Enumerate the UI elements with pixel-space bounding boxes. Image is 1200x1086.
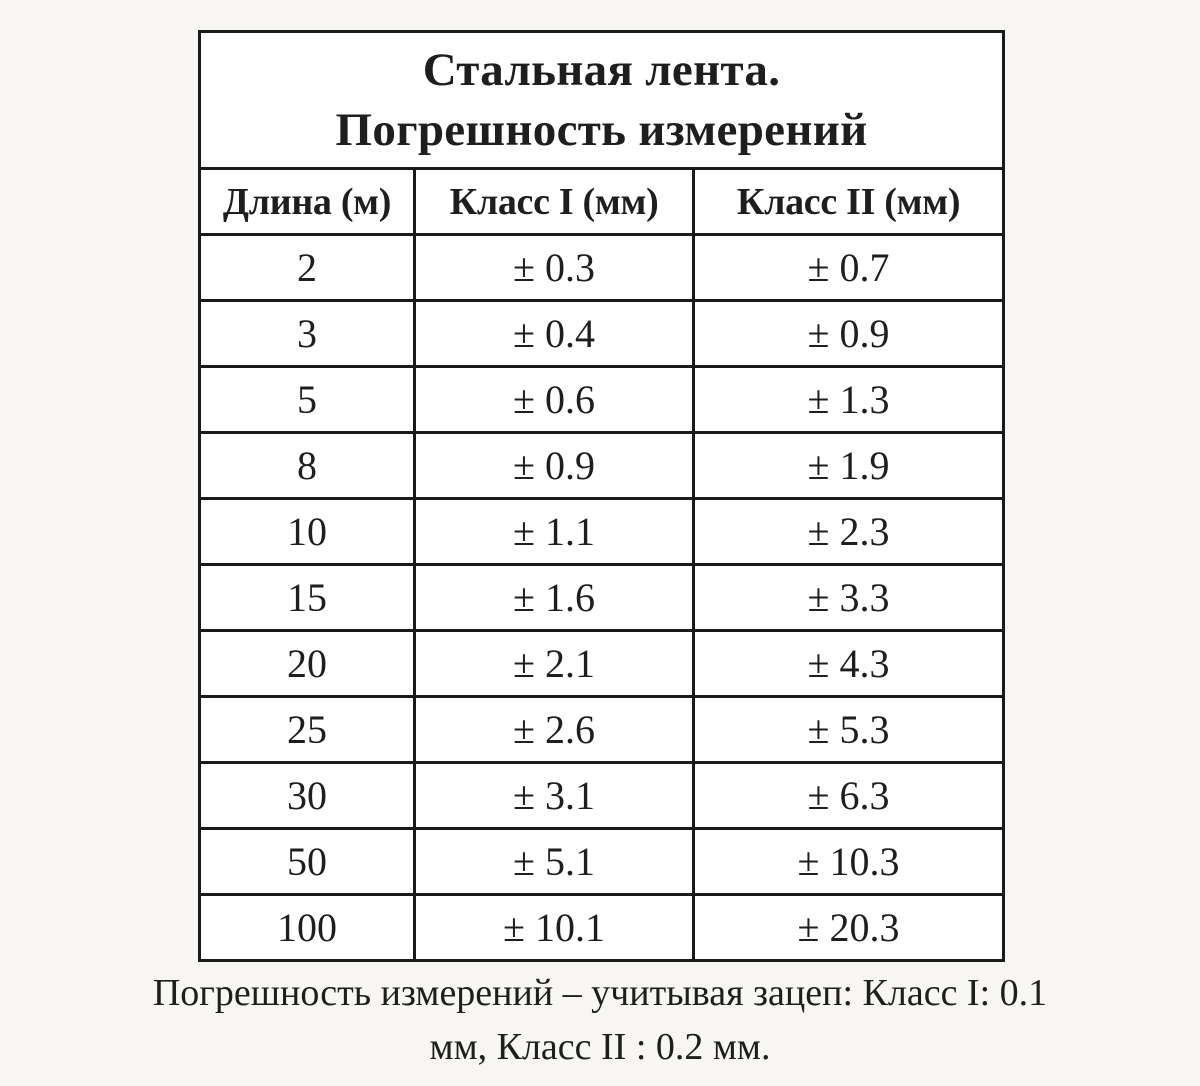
cell-class-1: ± 3.1 [415, 763, 694, 829]
tolerance-table [198, 30, 1005, 962]
cell-class-1: ± 1.1 [415, 499, 694, 565]
cell-length: 8 [200, 433, 415, 499]
cell-class-2: ± 2.3 [694, 499, 1004, 565]
cell-length: 10 [200, 499, 415, 565]
cell-class-1: ± 2.6 [415, 697, 694, 763]
cell-class-2: ± 1.3 [694, 367, 1004, 433]
tolerance-table-container [198, 30, 1002, 962]
column-header-class-2: Класс II (мм) [694, 169, 1004, 235]
table-row [200, 697, 1004, 763]
table-title-row [200, 32, 1004, 169]
column-header-length: Длина (м) [200, 169, 415, 235]
cell-class-1: ± 0.6 [415, 367, 694, 433]
footnote [0, 966, 1200, 1074]
cell-class-1: ± 0.9 [415, 433, 694, 499]
table-row [200, 763, 1004, 829]
table-title [200, 32, 1004, 169]
cell-length: 100 [200, 895, 415, 961]
cell-class-2: ± 1.9 [694, 433, 1004, 499]
table-row [200, 301, 1004, 367]
footnote-line-1: Погрешность измерений – учитывая зацеп: Класс I: 0.1 [152, 972, 1048, 1014]
table-row [200, 631, 1004, 697]
cell-class-2: ± 4.3 [694, 631, 1004, 697]
table-row [200, 433, 1004, 499]
cell-length: 15 [200, 565, 415, 631]
table-title-line-2: Погрешность измерений [335, 104, 868, 156]
table-row [200, 829, 1004, 895]
cell-class-1: ± 5.1 [415, 829, 694, 895]
cell-length: 3 [200, 301, 415, 367]
cell-length: 50 [200, 829, 415, 895]
table-row [200, 367, 1004, 433]
cell-length: 30 [200, 763, 415, 829]
cell-class-2: ± 5.3 [694, 697, 1004, 763]
cell-class-1: ± 1.6 [415, 565, 694, 631]
table-row [200, 235, 1004, 301]
column-header-class-1: Класс I (мм) [415, 169, 694, 235]
table-row [200, 499, 1004, 565]
cell-class-2: ± 10.3 [694, 829, 1004, 895]
cell-class-2: ± 6.3 [694, 763, 1004, 829]
cell-class-1: ± 10.1 [415, 895, 694, 961]
cell-length: 25 [200, 697, 415, 763]
cell-class-2: ± 20.3 [694, 895, 1004, 961]
cell-class-1: ± 0.4 [415, 301, 694, 367]
cell-class-1: ± 2.1 [415, 631, 694, 697]
table-row [200, 565, 1004, 631]
cell-length: 20 [200, 631, 415, 697]
cell-length: 2 [200, 235, 415, 301]
cell-class-2: ± 0.9 [694, 301, 1004, 367]
table-header-row [200, 169, 1004, 235]
table-row [200, 895, 1004, 961]
cell-length: 5 [200, 367, 415, 433]
footnote-line-2: мм, Класс II : 0.2 мм. [429, 1026, 771, 1068]
cell-class-2: ± 3.3 [694, 565, 1004, 631]
cell-class-1: ± 0.3 [415, 235, 694, 301]
table-title-line-1: Стальная лента. [422, 44, 781, 96]
cell-class-2: ± 0.7 [694, 235, 1004, 301]
